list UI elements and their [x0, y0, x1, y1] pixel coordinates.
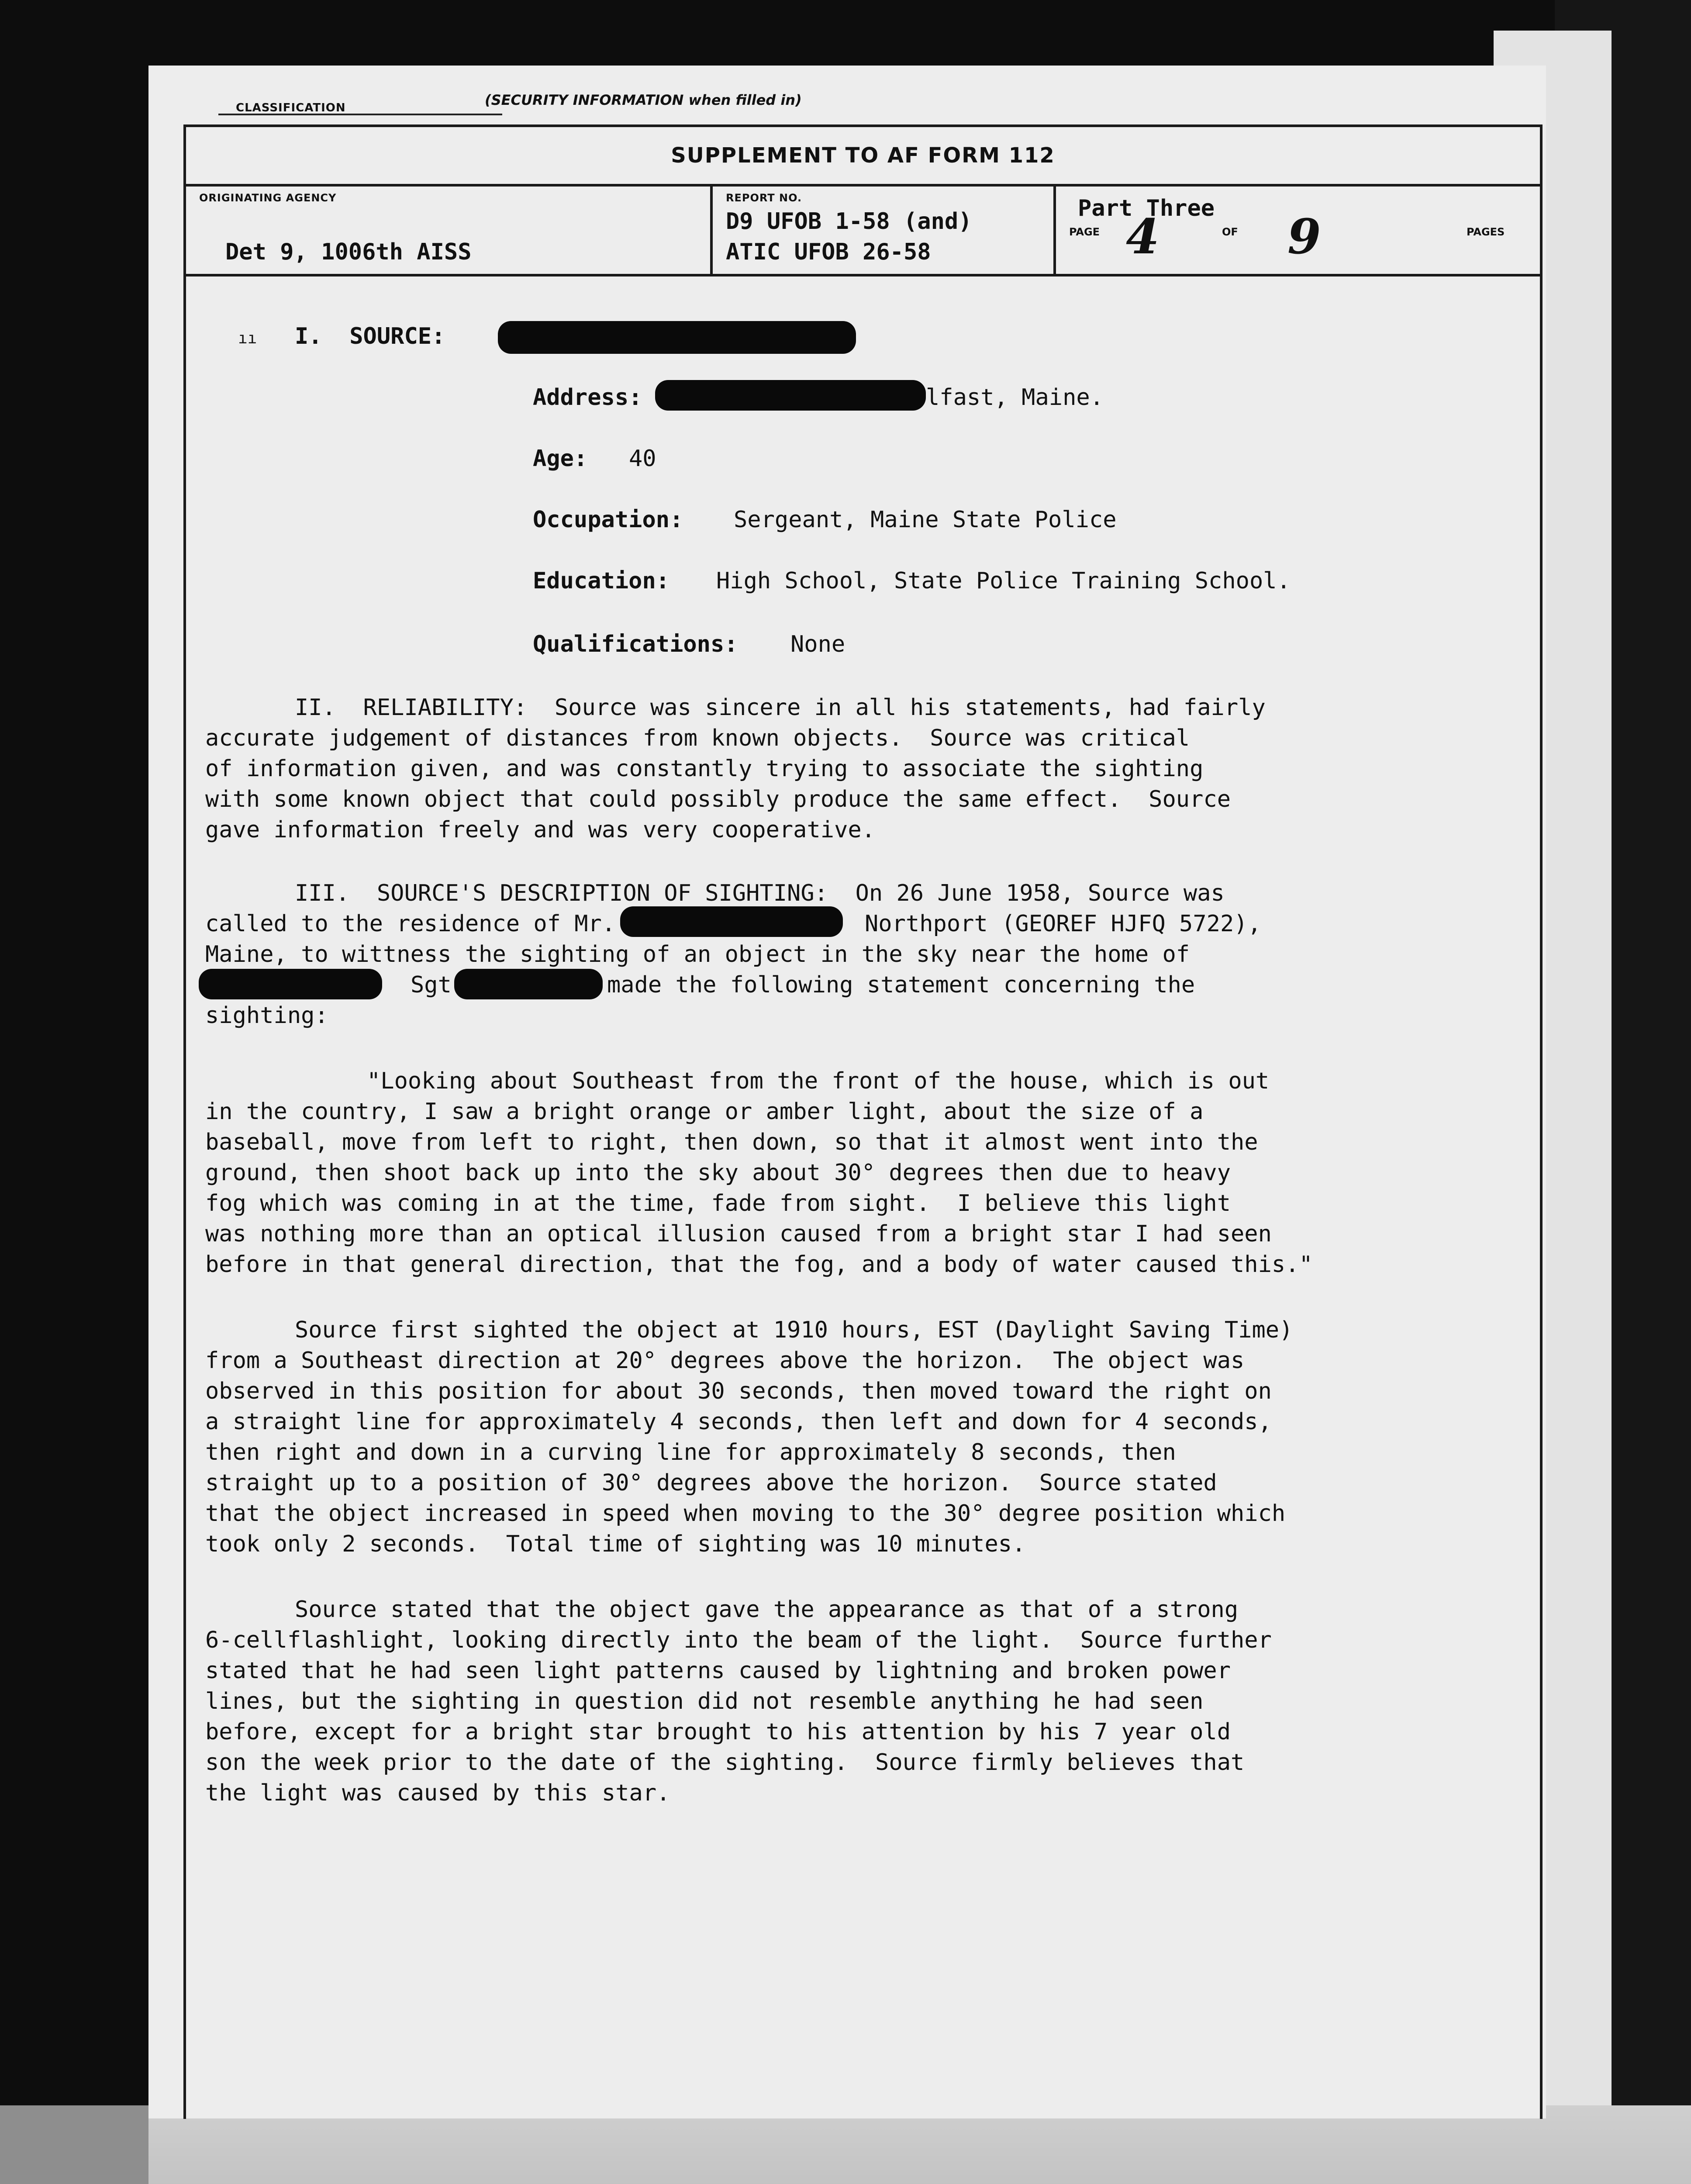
- redaction-resident-name: [620, 906, 843, 937]
- film-lower-left-area: [0, 2105, 148, 2184]
- first-sighted-line-1: Source first sighted the object at 1910 hours, EST (Daylight Saving Time): [295, 1317, 1293, 1343]
- appearance-line-7: the light was caused by this star.: [205, 1780, 670, 1806]
- reliability-line-4: with some known object that could possibly produce the same effect. Source: [205, 786, 1231, 812]
- originating-agency-cell: [186, 187, 713, 274]
- report-number-label: REPORT NO.: [726, 192, 802, 204]
- part-label: Part Three: [1078, 195, 1215, 221]
- qualifications-label: Qualifications:: [533, 631, 738, 657]
- first-sighted-line-7: that the object increased in speed when moving to the 30° degree position which: [205, 1500, 1286, 1527]
- report-number-cell: [713, 187, 1056, 274]
- age-value: 40: [629, 446, 656, 472]
- description-line-3: Maine, to wittness the sighting of an object in the sky near the home of: [205, 941, 1190, 968]
- first-sighted-line-5: then right and down in a curving line for approximately 8 seconds, then: [205, 1439, 1176, 1465]
- address-value: lfast, Maine.: [926, 384, 1104, 411]
- quote-line-3: baseball, move from left to right, then down, so that it almost went into the: [205, 1129, 1258, 1155]
- of-label: OF: [1222, 226, 1238, 238]
- occupation-label: Occupation:: [533, 507, 683, 533]
- education-value: High School, State Police Training School.: [716, 568, 1291, 594]
- quote-line-7: before in that general direction, that the fog, and a body of water caused this.": [205, 1251, 1313, 1278]
- form-header-row: [186, 187, 1540, 276]
- description-line-4b: made the following statement concerning the: [607, 972, 1195, 998]
- security-note: (SECURITY INFORMATION when filled in): [485, 92, 802, 108]
- quote-line-6: was nothing more than an optical illusion caused from a bright star I had seen: [205, 1221, 1272, 1247]
- education-label: Education:: [533, 568, 670, 594]
- source-heading: I. SOURCE:: [295, 323, 445, 349]
- first-sighted-line-2: from a Southeast direction at 20° degrees above the horizon. The object was: [205, 1348, 1245, 1374]
- appearance-line-3: stated that he had seen light patterns caused by lightning and broken power: [205, 1658, 1231, 1684]
- description-line-1: III. SOURCE'S DESCRIPTION OF SIGHTING: On 26 June 1958, Source was: [295, 880, 1225, 906]
- appearance-line-4: lines, but the sighting in question did not resemble anything he had seen: [205, 1688, 1204, 1714]
- page-number: 4: [1126, 208, 1160, 265]
- reliability-line-5: gave information freely and was very cooperative.: [205, 817, 876, 843]
- quote-line-4: ground, then shoot back up into the sky about 30° degrees then due to heavy: [205, 1160, 1231, 1186]
- redaction-source-name: [498, 321, 856, 354]
- report-number-line2: ATIC UFOB 26-58: [726, 239, 931, 265]
- reliability-line-1: II. RELIABILITY: Source was sincere in all his statements, had fairly: [295, 695, 1266, 721]
- quote-line-5: fog which was coming in at the time, fade from sight. I believe this light: [205, 1190, 1231, 1216]
- form-title: SUPPLEMENT TO AF FORM 112: [186, 127, 1540, 187]
- quote-line-1: "Looking about Southeast from the front of the house, which is out: [367, 1068, 1270, 1094]
- redaction-home-owner: [199, 969, 382, 999]
- page-label: PAGE: [1069, 226, 1100, 238]
- description-line-4a: Sgt: [411, 972, 452, 998]
- description-line-5: sighting:: [205, 1002, 328, 1029]
- description-line-2a: called to the residence of Mr.: [205, 911, 616, 937]
- originating-agency-label: ORIGINATING AGENCY: [199, 192, 337, 204]
- occupation-value: Sergeant, Maine State Police: [734, 507, 1117, 533]
- report-number-line1: D9 UFOB 1-58 (and): [726, 208, 972, 235]
- quote-line-2: in the country, I saw a bright orange or amber light, about the size of a: [205, 1099, 1204, 1125]
- appearance-line-1: Source stated that the object gave the appearance as that of a strong: [295, 1597, 1239, 1623]
- page-total: 9: [1287, 208, 1321, 265]
- first-sighted-line-4: a straight line for approximately 4 seconds, then left and down for 4 seconds,: [205, 1409, 1272, 1435]
- originating-agency-value: Det 9, 1006th AISS: [225, 239, 472, 265]
- qualifications-value: None: [790, 631, 846, 657]
- pages-label: PAGES: [1467, 226, 1505, 238]
- first-sighted-line-8: took only 2 seconds. Total time of sighting was 10 minutes.: [205, 1531, 1026, 1557]
- document-page: [148, 66, 1546, 2118]
- address-label: Address:: [533, 384, 642, 411]
- appearance-line-5: before, except for a bright star brought to his attention by his 7 year old: [205, 1719, 1231, 1745]
- first-sighted-line-3: observed in this position for about 30 seconds, then moved toward the right on: [205, 1378, 1272, 1404]
- reliability-line-3: of information given, and was constantly trying to associate the sighting: [205, 756, 1204, 782]
- page-number-cell: [1056, 187, 1537, 274]
- reliability-line-2: accurate judgement of distances from known objects. Source was critical: [205, 725, 1190, 751]
- appearance-line-2: 6-cellflashlight, looking directly into the beam of the light. Source further: [205, 1627, 1272, 1653]
- classification-label: CLASSIFICATION: [236, 101, 346, 114]
- margin-mark: ıı: [238, 329, 257, 347]
- description-line-2b: Northport (GEOREF HJFQ 5722),: [865, 911, 1261, 937]
- appearance-line-6: son the week prior to the date of the sighting. Source firmly believes that: [205, 1749, 1245, 1776]
- redaction-sergeant-name: [454, 969, 603, 999]
- classification-header: [183, 92, 1537, 118]
- first-sighted-line-6: straight up to a position of 30° degrees above the horizon. Source stated: [205, 1470, 1217, 1496]
- age-label: Age:: [533, 446, 588, 472]
- redaction-address: [655, 380, 926, 411]
